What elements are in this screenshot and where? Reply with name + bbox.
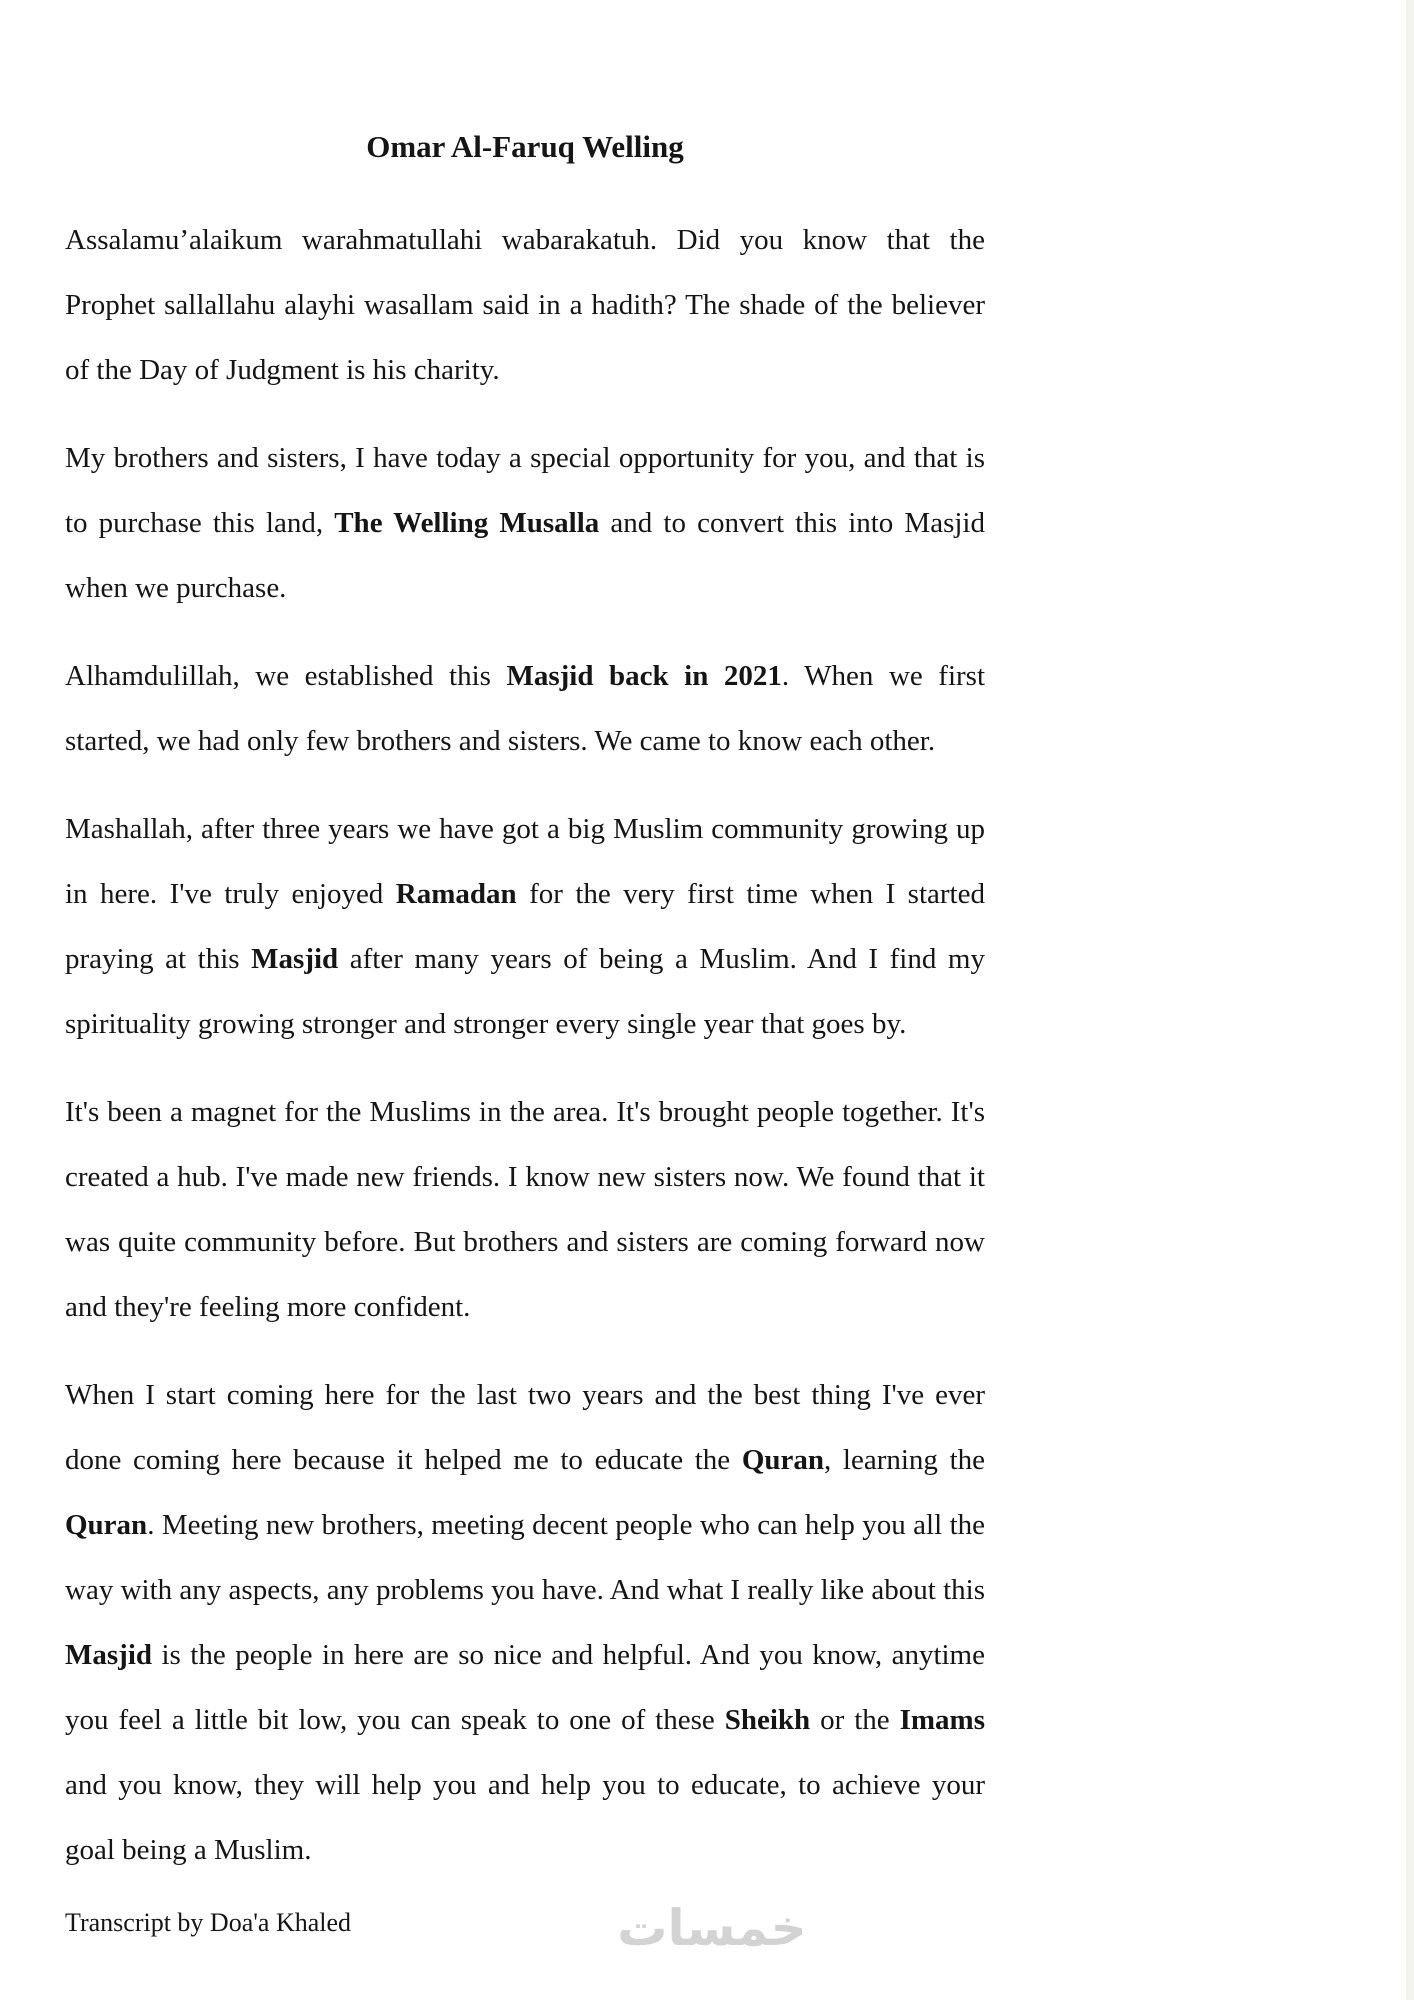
bold-text-run: Masjid: [65, 1639, 152, 1671]
bold-text-run: Quran: [741, 1444, 825, 1476]
bold-text-run: The Welling Musalla: [334, 507, 600, 539]
page-edge-strip: [1406, 0, 1414, 2000]
document-body: [65, 208, 985, 1883]
document-title: Omar Al-Faruq Welling: [366, 129, 684, 164]
bold-text-run: Ramadan: [395, 878, 517, 910]
text-run: , learning the: [824, 1444, 985, 1476]
text-run: . When we first started, we had only few brothers and sisters. We came to know each other.: [65, 660, 985, 757]
transcript-credit: Transcript by Doa'a Khaled: [65, 1908, 352, 1937]
text-run: Mashallah, after three years we have got a big Muslim community growing up in here. I've truly enjoyed: [65, 813, 985, 910]
text-run: Alhamdulillah, we established this: [65, 660, 507, 692]
paragraph-1: [65, 208, 985, 403]
text-run: after many years of being a Muslim. And I find my spirituality growing stronger and stronger every single year that goes by.: [65, 943, 985, 1040]
bold-text-run: Masjid back in 2021: [506, 660, 782, 692]
khamsat-watermark: خمسات: [617, 1899, 807, 1957]
bold-text-run: Sheikh: [724, 1704, 811, 1736]
paragraph-4: [65, 797, 985, 1057]
bold-text-run: Quran: [65, 1509, 148, 1541]
text-run: and to convert this into Masjid when we purchase.: [65, 507, 985, 604]
text-run: My brothers and sisters, I have today a special opportunity for you, and that is to purchase this land,: [65, 442, 985, 539]
paragraph-3: [65, 644, 985, 774]
text-run: Assalamu’alaikum warahmatullahi wabarakatuh. Did you know that the Prophet sallallahu alayhi wasallam said in a hadith? The shade of the believer of the Day of Judgment is his charity.: [65, 224, 985, 386]
paragraph-6: [65, 1363, 985, 1883]
document-content: [65, 0, 985, 1940]
text-run: . Meeting new brothers, meeting decent people who can help you all the way with any aspects, any problems you have. And what I really like about this: [65, 1509, 985, 1606]
text-run: or the: [810, 1704, 900, 1736]
paragraph-2: [65, 426, 985, 621]
bold-text-run: Masjid: [251, 943, 339, 975]
paragraph-5: [65, 1080, 985, 1340]
text-run: When I start coming here for the last two years and the best thing I've ever done coming here because it helped me to educate the: [65, 1379, 985, 1476]
text-run: and you know, they will help you and help you to educate, to achieve your goal being a Muslim.: [65, 1769, 985, 1866]
text-run: is the people in here are so nice and helpful. And you know, anytime you feel a little bit low, you can speak to one of these: [65, 1639, 985, 1736]
text-run: It's been a magnet for the Muslims in the area. It's brought people together. It's created a hub. I've made new friends. I know new sisters now. We found that it was quite community before. But brothers and sisters are coming forward now and they're feeling more confident.: [65, 1096, 985, 1323]
text-run: for the very first time when I started praying at this: [65, 878, 985, 975]
bold-text-run: Imams: [899, 1704, 985, 1736]
